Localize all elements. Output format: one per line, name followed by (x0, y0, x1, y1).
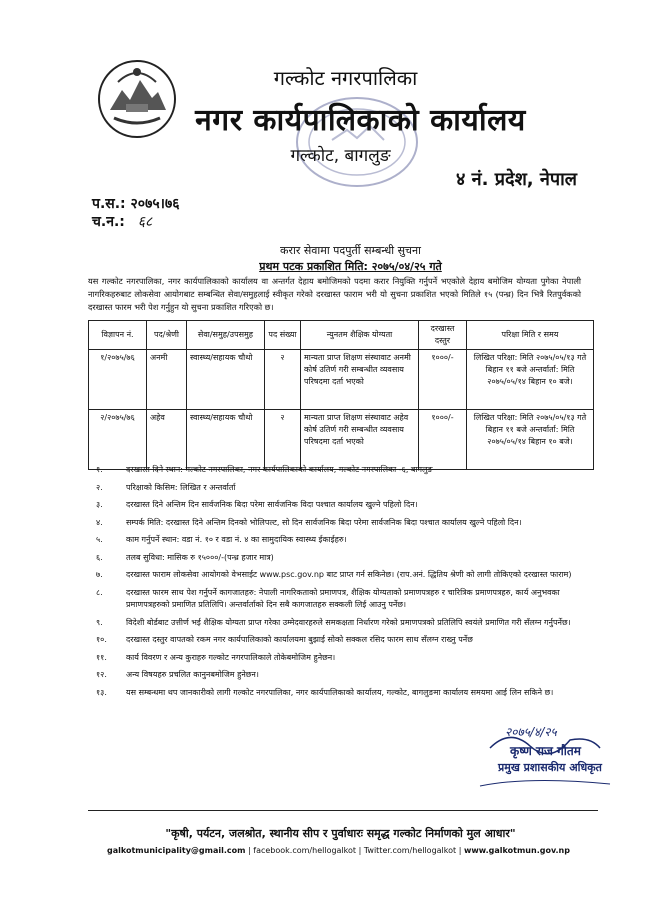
list-item-text: यस सम्बन्धमा थप जानकारीको लागी गल्कोट नगरपालिका, नगर कार्यपालिकाको कार्यालय, गल्कोट, बागलुङमा कार्यालय समयमा आई लिन सकिने छ। (126, 687, 554, 697)
table-cell: १/२०७५/७६ (89, 350, 147, 410)
notice-title: करार सेवामा पदपुर्ती सम्बन्धी सुचना (280, 244, 421, 257)
list-item-text: दरखास्त फाराम लोकसेवा आयोगको वेभसाईट www.psc.gov.np बाट प्राप्त गर्न सकिनेछ। (राप.अनं. द्धितिय श्रेणी को लागी तोकिएको दरखास्त फाराम) (126, 570, 572, 579)
notice-intro-paragraph: यस गल्कोट नगरपालिका, नगर कार्यपालिकाको कार्यालय वा अन्तर्गत देहाय बमोजिमको पदमा करार नियुक्ति गर्नुपर्ने भएकोले देहाय बमोजिम योग्यता पुगेका नेपाली नागरिकहरुबाट लोकसेवा आयोगबाट सम्बन्धित सेवा/समुहलाई स्वीकृत गरेको दरखास्त फाराम भरी यो सुचना प्रकाशित भएको मितिले १५ (पन्ध्र) दिन भित्रै रितपुर्वकको दरखास्त फारम भरी पेश गर्नुहुन यो सुचना प्रकाशित गरिएको छ। (88, 276, 581, 312)
list-item (96, 482, 596, 495)
table-row (89, 350, 594, 410)
list-item-text: दरखास्त दस्तुर वापतको रकम नगर कार्यपालिकाको कार्यालयमा बुझाई सोको सक्कल रसिद फारम साथ सँलग्न राख्नु पर्नेछ (126, 635, 473, 644)
list-item (96, 687, 596, 700)
table-cell: मान्यता प्राप्त शिक्षण संस्थावाट अनमी कोर्ष उतिर्ण गरी सम्बन्धीत व्यवसाय परिषदमा दर्ता भएको (301, 350, 419, 410)
list-item-number: २. (96, 482, 103, 492)
signature-date: २०७५/४/२५ (505, 725, 557, 739)
column-header: विज्ञापन नं. (89, 321, 147, 350)
column-header: न्युनतम शैक्षिक योग्यता (301, 321, 419, 350)
list-item-number: ६. (96, 552, 103, 562)
table-cell: २ (265, 410, 301, 470)
footer-facebook: facebook.com/hellogalkot (253, 846, 357, 855)
list-item-text: तलब सुविधा: मासिक रु १५०००/-(पन्ध्र हजार मात्र) (126, 552, 274, 562)
table-cell: मान्यता प्राप्त शिक्षण संस्थावाट अहेव कोर्ष उतिर्ण गरी सम्बन्धीत व्यवसाय परिषदमा दर्ता भएको (301, 410, 419, 470)
list-item-number: ३. (96, 500, 103, 509)
list-item-text: परिक्षाको किसिम: लिखित र अन्तर्वार्ता (126, 482, 236, 492)
letter-number-value: २०७५।७६ (130, 196, 180, 212)
footer-motto: "कृषी, पर्यटन, जलश्रोत, स्थानीय सीप र पुर्वाधारः समृद्ध गल्कोट निर्माणको मुल आधार" (165, 827, 516, 840)
list-item-number: ८. (96, 587, 103, 597)
list-item (96, 552, 596, 565)
footer-twitter: Twitter.com/hellogalkot (363, 846, 457, 855)
table-cell: स्वास्थ्य/सहायक चौथो (187, 350, 265, 410)
dispatch-number (92, 212, 152, 231)
signatory-title: प्रमुख प्रशासकीय अधिकृत (498, 761, 602, 774)
table-cell: २ (265, 350, 301, 410)
list-item-text: विदेशी बोर्डबाट उत्तीर्ण भई शैक्षिक योग्यता प्राप्त गरेका उम्मेदवारहरुले समकक्षता निर्धारण गरेको प्रमाणपत्रको प्रतिलिपि स्वयंले प्रमाणित गरी सँलग्न गर्नुपर्नेछ। (126, 617, 571, 627)
list-item-text: कार्य विवरण र अन्य कुराहरु गल्कोट नगरपालिकाले तोकेबमोजिम हुनेछन। (126, 652, 336, 662)
list-item (96, 517, 596, 530)
list-item-number: ९. (96, 617, 103, 627)
notice-conditions-list (96, 464, 596, 704)
footer-email: galkotmunicipality@gmail.com (107, 846, 246, 855)
table-cell: अहेव (147, 410, 187, 470)
office-location: गल्कोट, बागलुङ (290, 146, 391, 166)
table-cell: १०००/- (419, 410, 467, 470)
list-item (96, 634, 596, 647)
letter-number (92, 194, 180, 213)
list-item-text: सम्पर्क मिति: दरखास्त दिने अन्तिम दिनको भोलिपल्ट, सो दिन सार्वजनिक बिदा परेमा सार्वजनिक बिदा पश्चात कार्यालय खुल्ने पहिलो दिन। (126, 517, 522, 527)
list-item-number: ११. (96, 652, 107, 662)
list-item (96, 652, 596, 665)
column-header: परिक्षा मिति र समय (467, 321, 594, 350)
dispatch-number-label: च.न.: (92, 214, 125, 230)
list-item-text: दरखास्त दिने स्थान: गल्कोट नगरपालिका, नगर कार्यपालिकाको कार्यालय, गल्कोट नगरपालिका -६, बागलुङ (126, 465, 433, 474)
footer-website: www.galkotmun.gov.np (463, 846, 570, 855)
list-item (96, 669, 596, 682)
table-row (89, 410, 594, 470)
list-item (96, 587, 596, 612)
list-item (96, 534, 596, 547)
table-cell: २/२०७५/७६ (89, 410, 147, 470)
table-header-row (89, 321, 594, 350)
footer-divider (88, 810, 598, 811)
footer-separator: | (358, 846, 362, 855)
vacancy-table (88, 320, 594, 470)
footer-separator: | (248, 846, 251, 855)
list-item-text: दरखास्त फारम साथ पेश गर्नुपर्ने कागजातहरु: नेपाली नागरिकताको प्रमाणपत्र, शैक्षिक योग्यताको प्रमाणपत्रहरु र चारित्रिक प्रमाणपत्रहरु, कार्य अनुभवका प्रमाणपत्रहरुको प्रमाणित प्रतिलिपि। अन्तर्वार्ताको दिन सबै कागजातहरु सक्कली लिई आउनु पर्नेछ। (126, 587, 560, 609)
list-item-text: दरखास्त दिने अन्तिम दिन सार्वजनिक बिदा परेमा सार्वजनिक विदा पश्चात कार्यालय खुल्ने पहिलो दिन। (126, 500, 418, 509)
province-name: ४ नं. प्रदेश, नेपाल (456, 169, 577, 190)
list-item-text: काम गर्नुपर्ने स्थान: वडा नं. १० र वडा नं. ४ का सामुदायिक स्वास्थ्य ईकाईहरु। (126, 535, 347, 544)
table-cell: लिखित परिक्षा: मिति २०७५/०५/१३ गते बिहान ११ बजे अन्तर्वार्ता: मिति २०७५/०५/१४ बिहान १० बजे। (467, 410, 594, 470)
table-cell: स्वास्थ्य/सहायक चौथो (187, 410, 265, 470)
list-item-text: अन्य विषयहरु प्रचलित कानुनबमोजिम हुनेछन। (126, 670, 259, 679)
column-header: पद/श्रेणी (147, 321, 187, 350)
signatory-name: कृष्ण राज गौतम (510, 744, 581, 758)
table-cell: लिखित परिक्षा: मिति २०७५/०५/१३ गते बिहान ११ बजे अन्तर्वार्ता: मिति २०७५/०५/१४ बिहान १० बजे। (467, 350, 594, 410)
list-item-number: १३. (96, 687, 107, 697)
list-item-number: ७. (96, 570, 103, 579)
list-item (96, 617, 596, 630)
list-item-number: १२. (96, 670, 107, 679)
column-header: दरखास्त दस्तुर (419, 321, 467, 350)
municipality-name: गल्कोट नगरपालिका (273, 66, 418, 90)
list-item (96, 464, 596, 477)
footer-separator: | (458, 846, 462, 855)
column-header: सेवा/समुह/उपसमुह (187, 321, 265, 350)
footer-contacts (0, 846, 661, 855)
office-name: नगर कार्यपालिकाको कार्यालय (195, 103, 526, 138)
table-cell: अनमी (147, 350, 187, 410)
letter-number-label: प.स.: (92, 196, 126, 212)
list-item (96, 569, 596, 582)
column-header: पद संख्या (265, 321, 301, 350)
list-item-number: ५. (96, 535, 103, 544)
list-item-number: १. (96, 465, 103, 474)
list-item-number: १०. (96, 635, 107, 644)
list-item (96, 499, 596, 512)
notice-publish-date: प्रथम पटक प्रकाशित मिति: २०७५/०४/२५ गते (259, 260, 442, 273)
dispatch-number-value: ६८ (137, 214, 153, 230)
table-cell: १०००/- (419, 350, 467, 410)
list-item-number: ४. (96, 517, 103, 527)
